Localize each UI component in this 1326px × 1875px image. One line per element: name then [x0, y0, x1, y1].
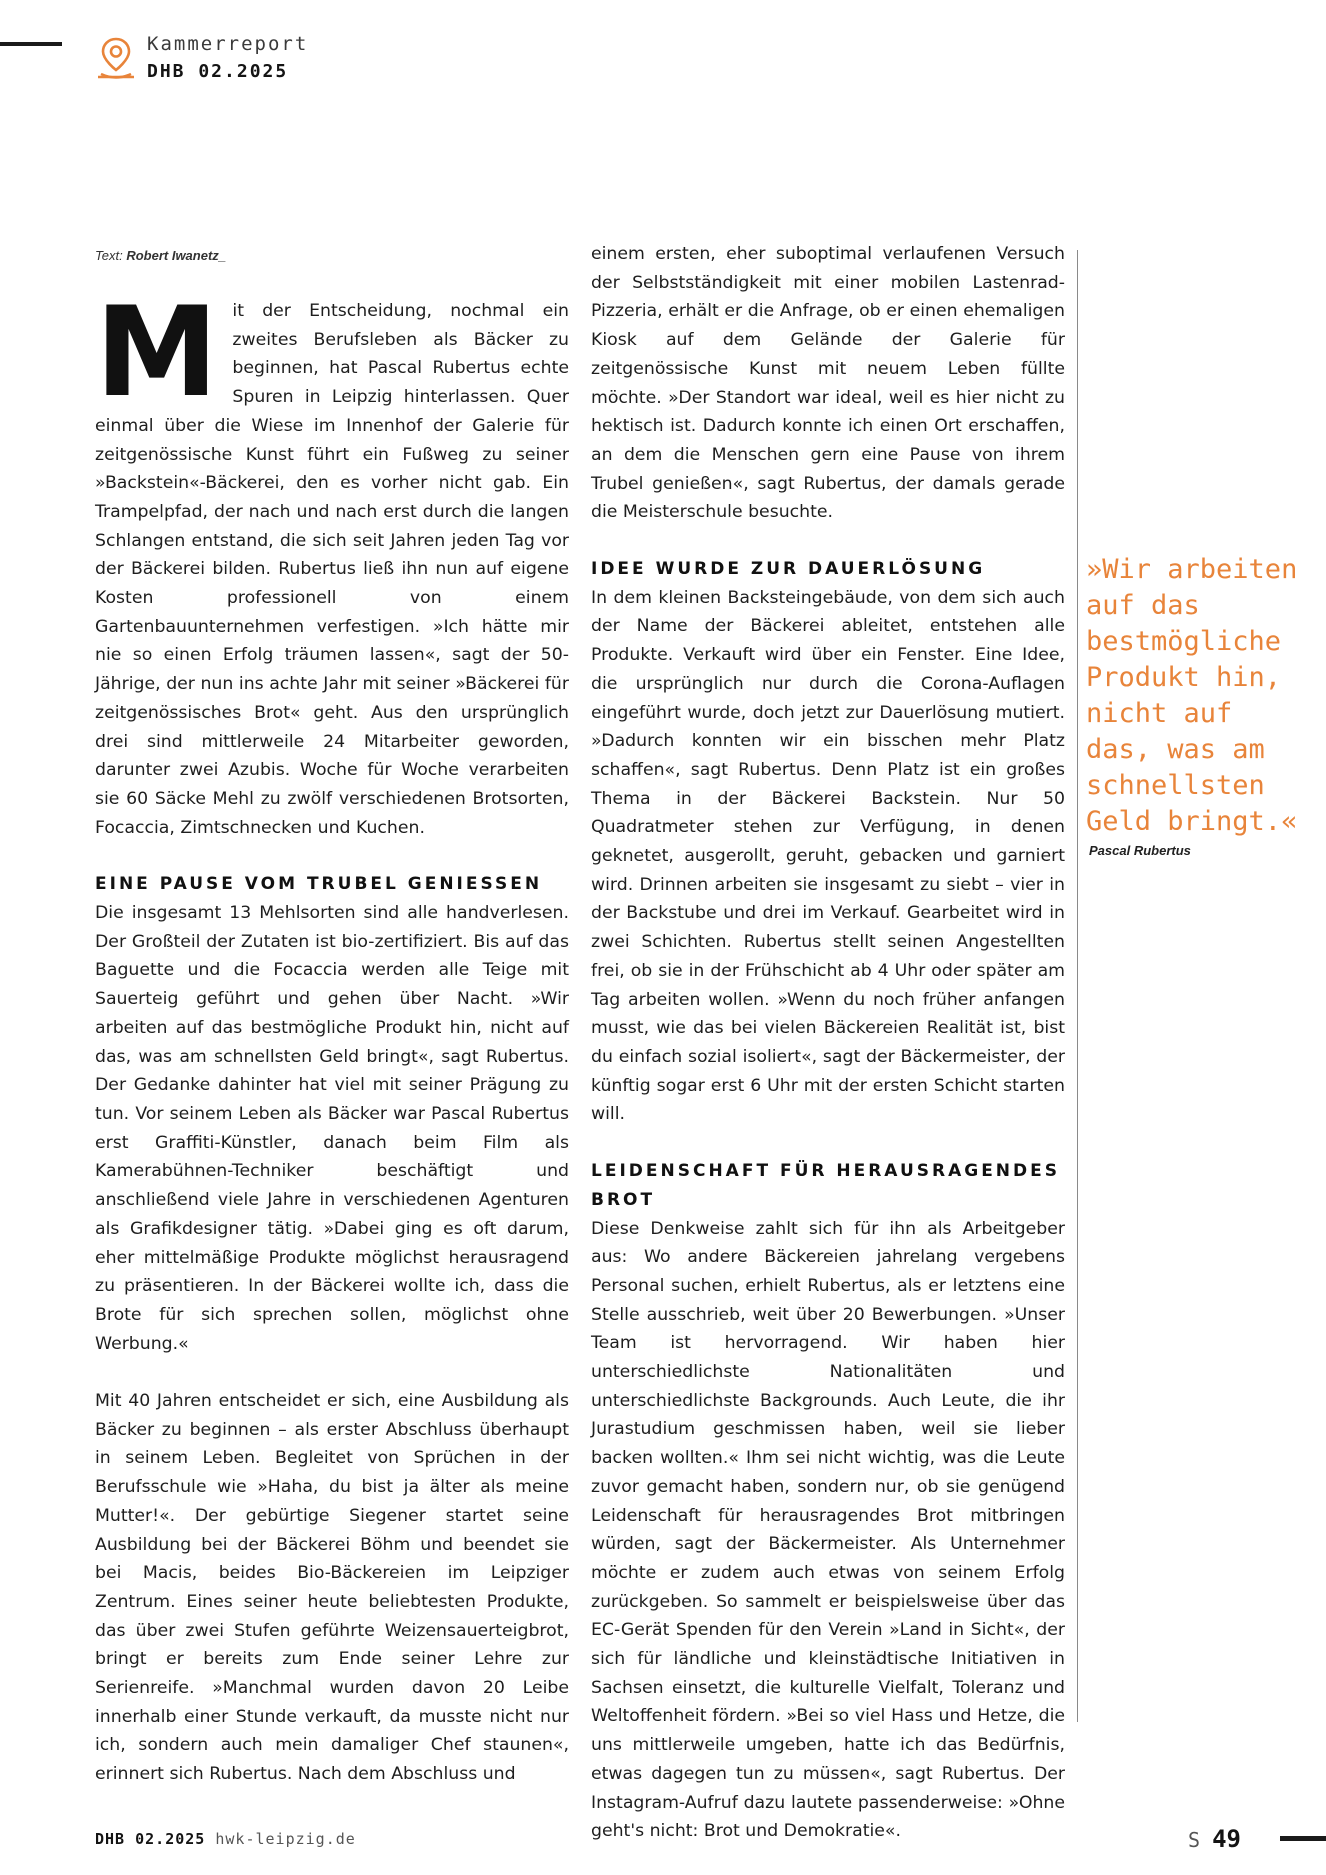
intro-paragraph: it der Entscheidung, nochmal ein zweites Berufsleben als Bäcker zu beginnen, hat Pascal Rubertus echte Spuren in Leipzig hinterlassen. Quer einmal über die Wiese im Innenhof der Galerie für zeitgenössische Kunst führt ein Fußweg zu seiner »Backstein«-Bäckerei, den es vorher nicht gab. Ein Trampelpfad, der nach und nach erst durch die langen Schlangen entstand, die sich seit Jahren jeden Tag vor der Bäckerei bilden. Rubertus ließ ihn nun auf eigene Kosten professionell von einem Gartenbauunternehmen verfestigen. »Ich hätte mir nie so einen Erfolg träumen lassen«, sagt der 50-Jährige, der nun ins achte Jahr mit seiner »Bäckerei für zeitgenössisches Brot« geht. Aus den ursprünglich drei sind mittlerweile 24 Mitarbeiter geworden, darunter zwei Azubis. Woche für Woche verarbeiten sie 60 Säcke Mehl zu zwölf verschiedenen Brotsorten, Focaccia, Zimtschnecken und Kuchen.: [95, 301, 569, 838]
pull-quote: »Wir arbeiten auf das bestmögliche Produkt hin, nicht auf das, was am schnellsten Geld bringt.«: [1086, 554, 1298, 837]
top-rule: [0, 42, 62, 46]
article-column-middle: [591, 240, 1065, 1846]
issue-label: DHB 02.2025: [147, 61, 289, 82]
section-title: Kammerreport: [147, 33, 309, 55]
drop-cap: M: [95, 281, 219, 425]
article-paragraph: Die insgesamt 13 Mehlsorten sind alle handverlesen. Der Großteil der Zutaten ist bio-zertifiziert. Bis auf das Baguette und die Focaccia werden alle Teige mit Sauerteig geführt und gehen über Nacht. »Wir arbeiten auf das bestmögliche Produkt hin, nicht auf das, was am schnellsten Geld bringt«, sagt Rubertus. Der Gedanke dahinter hat viel mit seiner Prägung zu tun. Vor seinem Leben als Bäcker war Pascal Rubertus erst Graffiti-Künstler, danach beim Film als Kamerabühnen-Techniker beschäftigt und anschließend viele Jahre in verschiedenen Agenturen als Grafikdesigner tätig. »Dabei ging es oft darum, eher mittelmäßige Produkte möglichst herausragend zu präsentieren. In der Bäckerei wollte ich, dass die Brote für sich sprechen sollen, möglichst ohne Werbung.«: [95, 903, 569, 1354]
article-paragraph: Diese Denkweise zahlt sich für ihn als Arbeitgeber aus: Wo andere Bäckereien jahrelang vergebens Personal suchen, erhielt Rubertus, als er letztens eine Stelle ausschrieb, weit über 20 Bewerbungen. »Unser Team ist hervorragend. Wir haben hier unterschiedlichste Nationalitäten und unterschiedlichste Backgrounds. Auch Leute, die ihr Jurastudium geschmissen haben, weil sie lieber backen wollten.« Ihm sei nicht wichtig, was die Leute zuvor gemacht haben, sondern nur, ob sie genügend Leidenschaft für herausragendes Brot mitbringen würden, sagt der Bäckermeister. Als Unternehmer möchte er zudem auch etwas von seinem Erfolg zurückgeben. So sammelt er beispielsweise über das EC-Gerät Spenden für den Verein »Land in Sicht«, der sich für ländliche und kleinstädtische Initiativen in Sachsen einsetzt, die kulturelle Vielfalt, Toleranz und Weltoffenheit fördern. »Bei so viel Hass und Hetze, die uns mittlerweile umgeben, hatte ich das Bedürfnis, etwas dagegen tun zu müssen«, sagt Rubertus. Der Instagram-Aufruf dazu lautete passenderweise: »Ohne geht's nicht: Brot und Demokratie«.: [591, 1218, 1065, 1842]
section-heading: LEIDENSCHAFT FÜR HERAUSRAGENDES BROT: [591, 1161, 1061, 1210]
page-number: [1188, 1825, 1241, 1853]
byline-label: Text:: [95, 248, 123, 263]
location-pin-icon: [96, 36, 136, 82]
footer-website: hwk-leipzig.de: [215, 1830, 356, 1848]
section-heading: IDEE WURDE ZUR DAUERLÖSUNG: [591, 559, 986, 580]
section-heading: EINE PAUSE VOM TRUBEL GENIESSEN: [95, 874, 543, 895]
bottom-rule: [1280, 1836, 1326, 1841]
article-paragraph: einem ersten, eher suboptimal verlaufenen Versuch der Selbstständigkeit mit einer mobilen Lastenrad-Pizzeria, erhält er die Anfrage, ob er einen ehemaligen Kiosk auf dem Gelände der Galerie für zeitgenössische Kunst mit neuem Leben füllte möchte. »Der Standort war ideal, weil es hier nicht zu hektisch ist. Dadurch konnte ich einen Ort erschaffen, an dem die Menschen gern eine Pause von ihrem Trubel genießen«, sagt Rubertus, der damals gerade die Meisterschule besuchte.: [591, 244, 1065, 523]
footer-issue: DHB 02.2025: [95, 1830, 206, 1848]
column-divider: [1077, 250, 1078, 1722]
pull-quote-author: Pascal Rubertus: [1089, 843, 1191, 858]
article-paragraph: Mit 40 Jahren entscheidet er sich, eine Ausbildung als Bäcker zu beginnen – als erster Abschluss überhaupt in seinem Leben. Begleitet von Sprüchen in der Berufsschule wie »Haha, du bist ja älter als meine Mutter!«. Der gebürtige Siegener startet seine Ausbildung bei der Bäckerei Böhm und beendet sie bei Macis, beides Bio-Bäckereien im Leipziger Zentrum. Eines seiner heute beliebtesten Produkte, das über zwei Stufen geführte Weizensauerteigbrot, bringt er bereits zum Ende seiner Lehre zur Serienreife. »Manchmal wurden davon 20 Leibe innerhalb einer Stunde verkauft, da musste nicht nur ich, sondern auch mein damaliger Chef staunen«, erinnert sich Rubertus. Nach dem Abschluss und: [95, 1391, 569, 1785]
byline: [95, 248, 226, 263]
page-prefix: S: [1188, 1828, 1201, 1852]
footer-left: [95, 1830, 356, 1848]
article-column-left: [95, 281, 569, 1789]
page-number-value: 49: [1212, 1825, 1241, 1853]
article-paragraph: In dem kleinen Backsteingebäude, von dem sich auch der Name der Bäckerei ableitet, entstehen alle Produkte. Verkauft wird über ein Fenster. Eine Idee, die ursprünglich nur durch die Corona-Auflagen eingeführt wurde, doch jetzt zur Dauerlösung mutiert. »Dadurch konnten wir ein bisschen mehr Platz schaffen«, sagt Rubertus. Denn Platz ist ein großes Thema in der Bäckerei Backstein. Nur 50 Quadratmeter stehen zur Verfügung, in denen geknetet, ausgerollt, geruht, gebacken und garniert wird. Drinnen arbeiten sie insgesamt zu siebt – vier in der Backstube und drei im Verkauf. Gearbeitet wird in zwei Schichten. Rubertus stellt seinen Angestellten frei, ob sie in der Frühschicht ab 4 Uhr oder später am Tag arbeiten wollen. »Wenn du noch früher anfangen musst, wie das bei vielen Bäckereien Realität ist, bist du einfach sozial isoliert«, sagt der Bäckermeister, der künftig sogar erst 6 Uhr mit der ersten Schicht starten will.: [591, 587, 1065, 1125]
byline-author: Robert Iwanetz_: [126, 248, 227, 263]
